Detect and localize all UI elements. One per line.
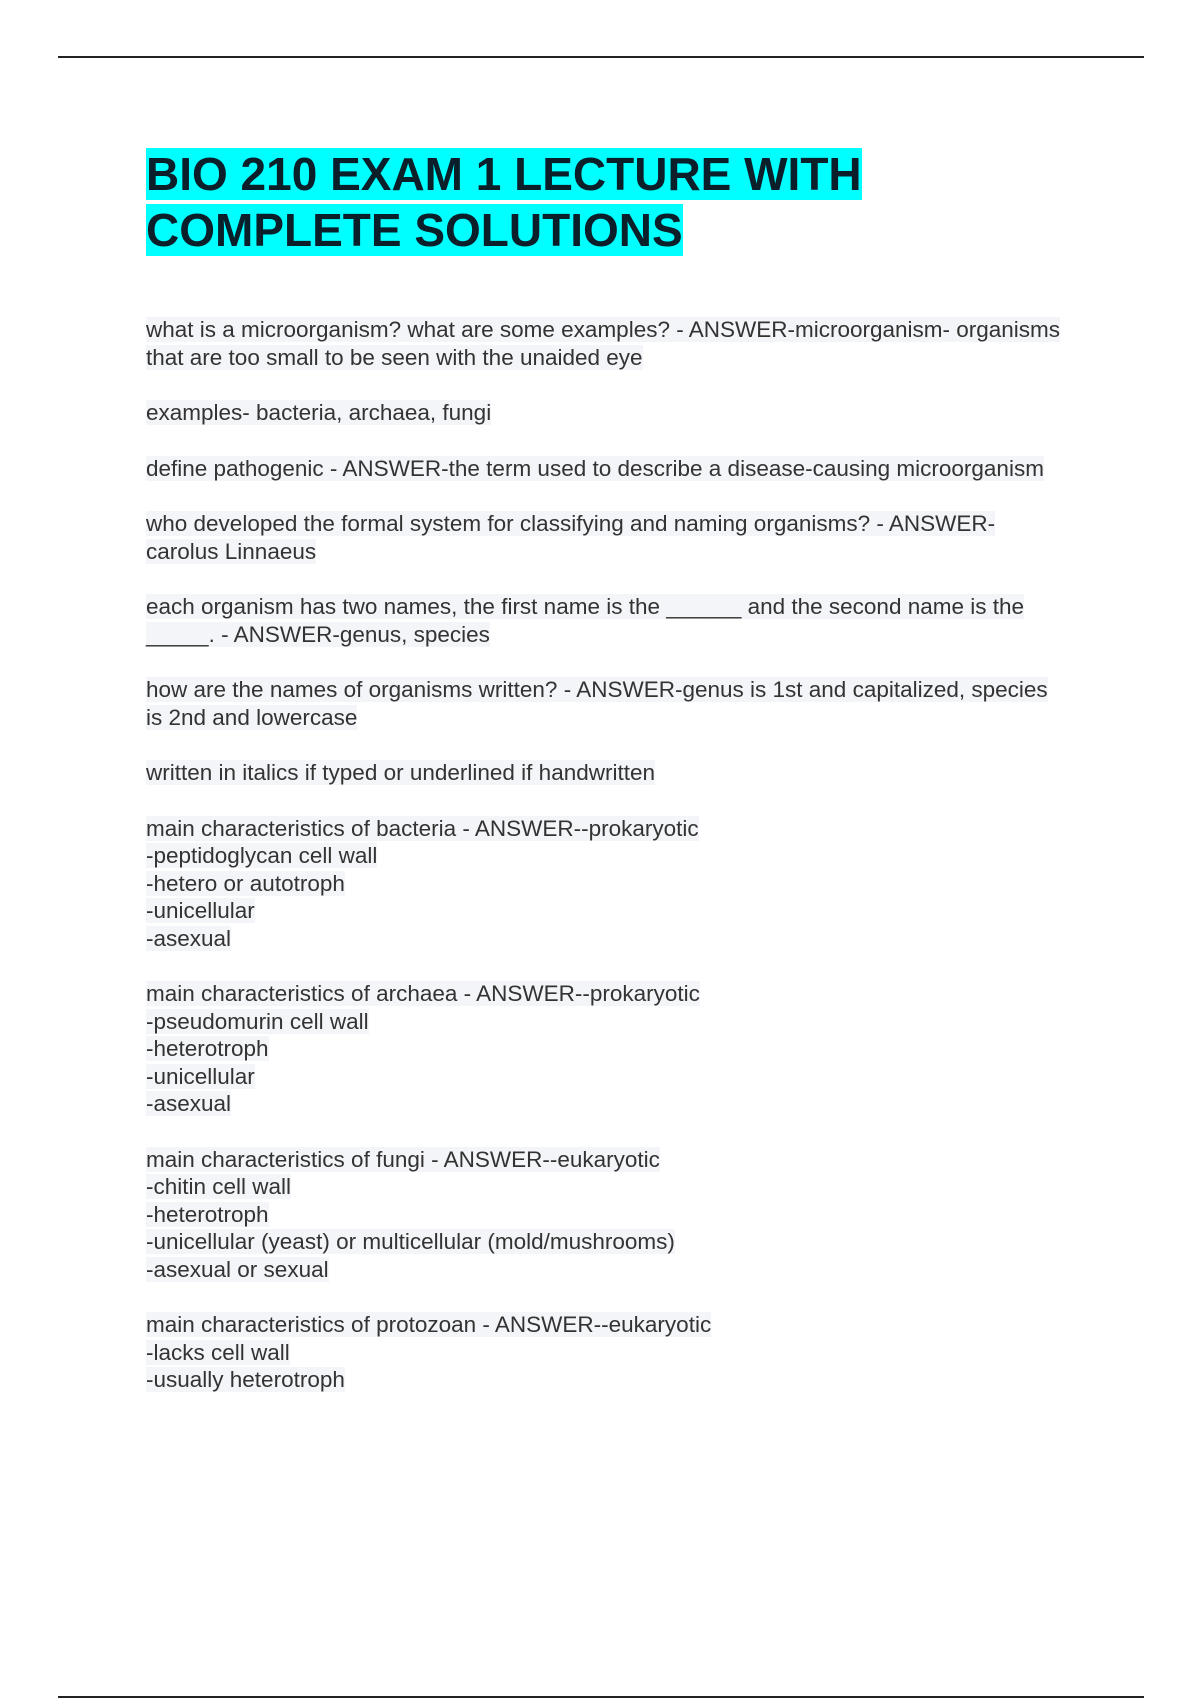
protozoan-characteristics: main characteristics of protozoan - ANSWER--eukaryotic -lacks cell wall -usually heterotroph — [146, 1311, 1066, 1394]
document-body — [146, 146, 1066, 1422]
title-highlight: BIO 210 EXAM 1 LECTURE WITH COMPLETE SOLUTIONS — [146, 148, 862, 256]
bacteria-characteristics: main characteristics of bacteria - ANSWER--prokaryotic -peptidoglycan cell wall -hetero or autotroph -unicellular -asexual — [146, 815, 1066, 953]
list-item: -hetero or autotroph — [146, 870, 345, 896]
list-item: -lacks cell wall — [146, 1339, 290, 1365]
list-item: -heterotroph — [146, 1201, 269, 1227]
qa-paragraph: written in italics if typed or underlined if handwritten — [146, 760, 656, 785]
list-item: -unicellular (yeast) or multicellular (mold/mushrooms) — [146, 1229, 675, 1254]
list-item: -unicellular — [146, 1063, 255, 1089]
list-item: -heterotroph — [146, 1036, 269, 1061]
list-item: -asexual or sexual — [146, 1256, 329, 1282]
footer-rule — [58, 1696, 1144, 1698]
qa-paragraph: how are the names of organisms written? - ANSWER-genus is 1st and capitalized, species is 2nd and lowercase — [146, 677, 1048, 730]
page-title — [146, 146, 1066, 258]
list-item: -usually heterotroph — [146, 1367, 345, 1392]
list-item: -asexual — [146, 925, 232, 951]
list-item: -unicellular — [146, 898, 255, 923]
list-item: -peptidoglycan cell wall — [146, 843, 378, 868]
qa-paragraph: what is a microorganism? what are some examples? - ANSWER-microorganism- organisms that are too small to be seen with the unaided eye — [146, 317, 1061, 370]
list-item: -pseudomurin cell wall — [146, 1008, 369, 1034]
header-rule — [58, 56, 1144, 58]
qa-list — [146, 316, 1066, 1394]
qa-paragraph: define pathogenic - ANSWER-the term used to describe a disease-causing microorganism — [146, 455, 1044, 481]
qa-paragraph: examples- bacteria, archaea, fungi — [146, 400, 492, 425]
qa-paragraph: who developed the formal system for classifying and naming organisms? - ANSWER-carolus Linnaeus — [146, 511, 996, 564]
list-item: -chitin cell wall — [146, 1174, 292, 1199]
fungi-characteristics: main characteristics of fungi - ANSWER--eukaryotic -chitin cell wall -heterotroph -unicellular (yeast) or multicellular (mold/mushrooms) -asexual or sexual — [146, 1146, 1066, 1284]
qa-paragraph: each organism has two names, the first name is the ______ and the second name is the _____. - ANSWER-genus, species — [146, 594, 1025, 647]
archaea-characteristics: main characteristics of archaea - ANSWER--prokaryotic -pseudomurin cell wall -heterotroph -unicellular -asexual — [146, 980, 1066, 1118]
list-item: -asexual — [146, 1091, 232, 1116]
